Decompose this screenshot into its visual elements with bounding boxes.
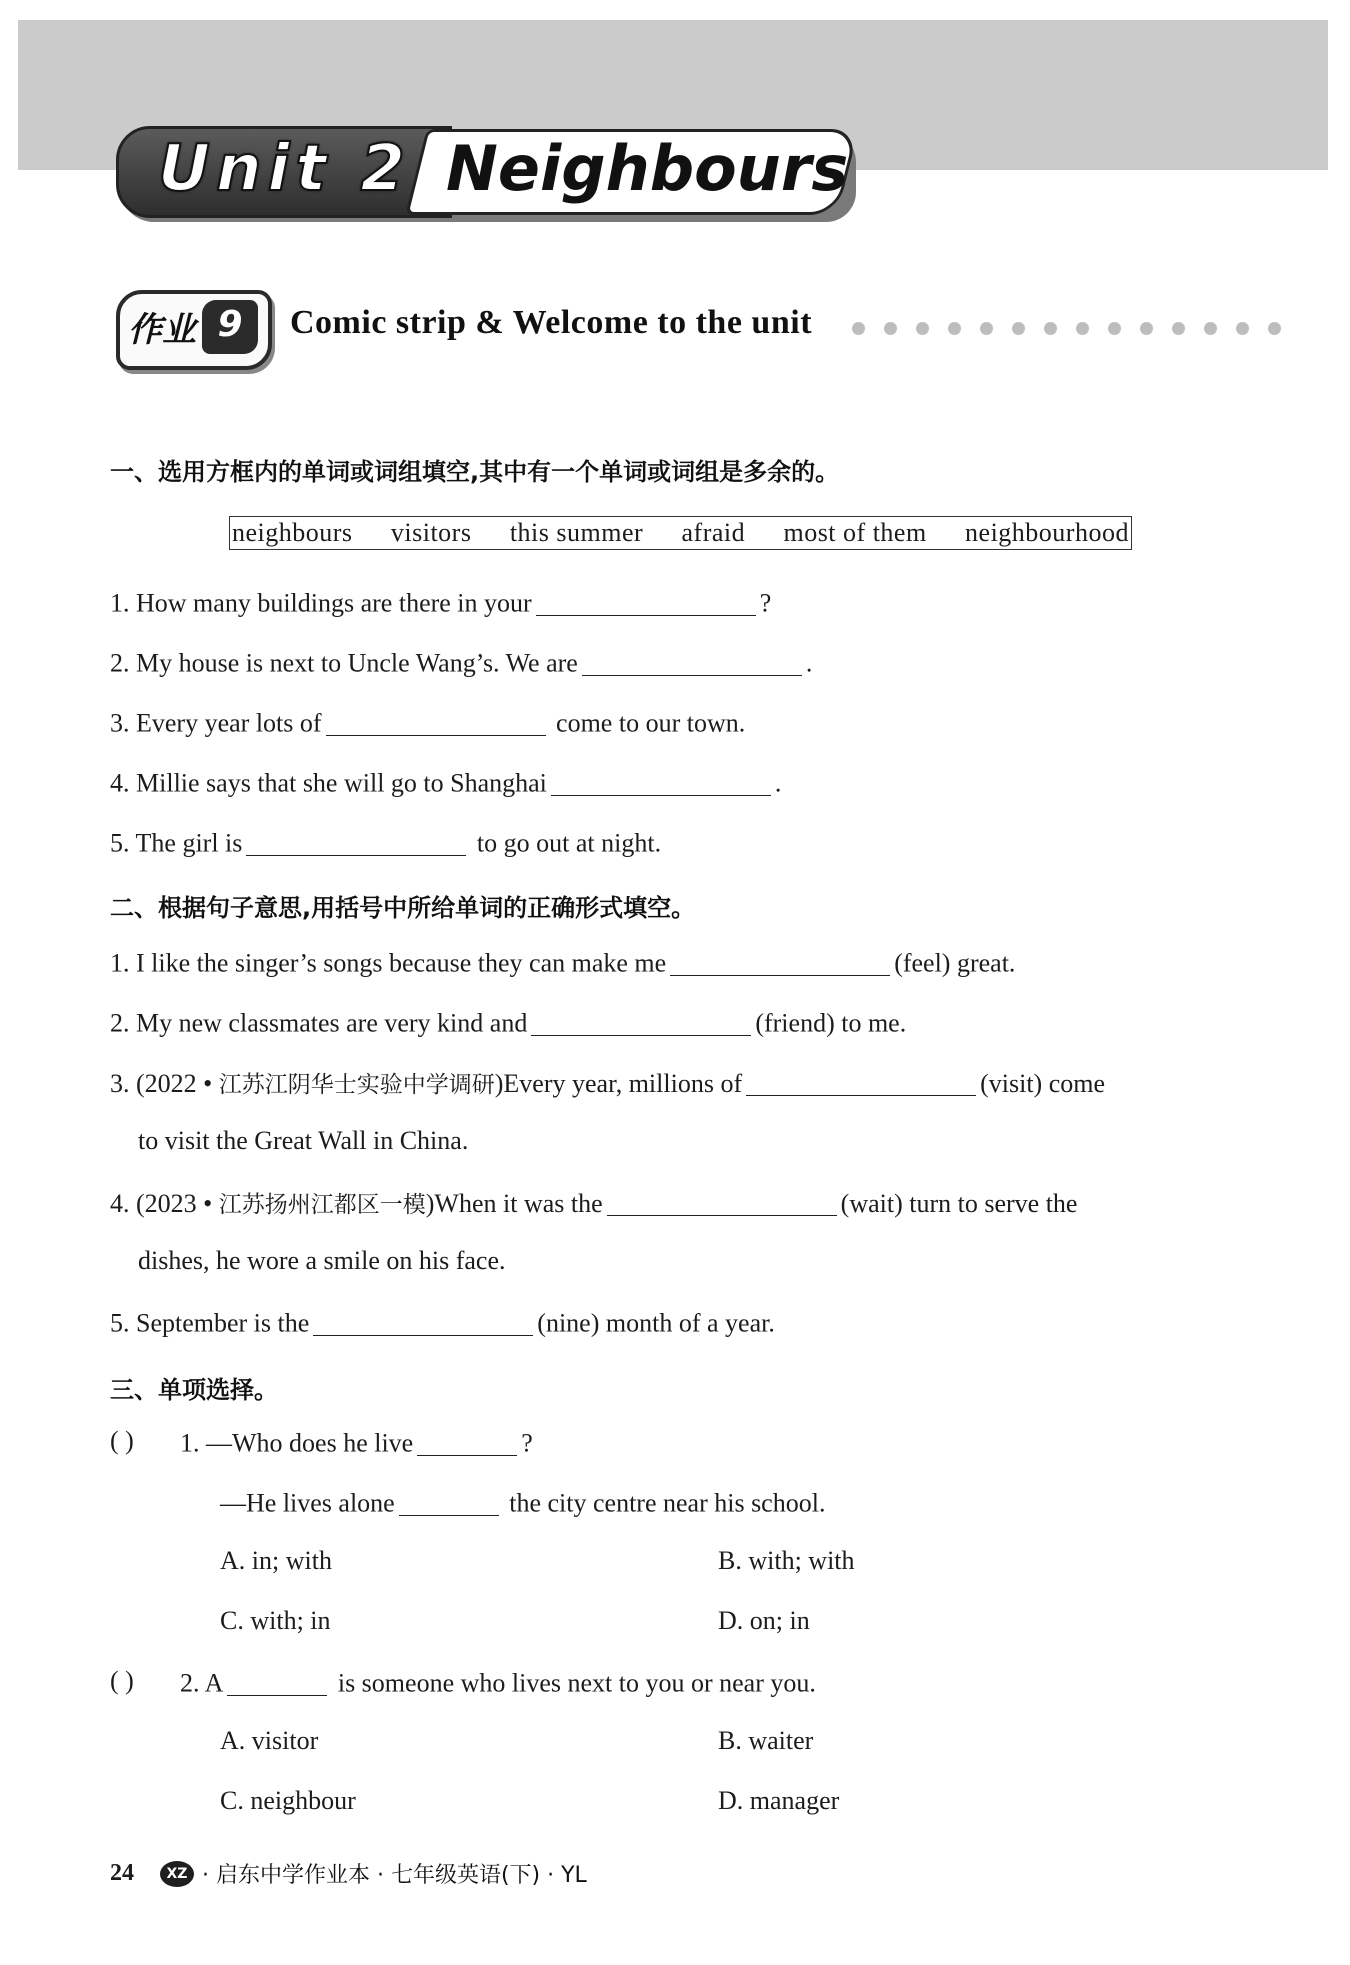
word-box-item: this summer — [509, 518, 644, 547]
homework-badge — [116, 290, 268, 366]
answer-blank[interactable] — [670, 946, 890, 976]
word-box-item: afraid — [681, 518, 746, 547]
s2-question-1: 1. I like the singer’s songs because they can make me (feel) great. — [110, 946, 1015, 979]
s3-q1-option-a[interactable]: A. in; with — [220, 1546, 332, 1575]
s2-question-5: 5. September is the (nine) month of a year. — [110, 1306, 775, 1339]
s3-q2-option-c[interactable]: C. neighbour — [220, 1786, 356, 1815]
answer-paren[interactable]: ( ) — [110, 1666, 134, 1695]
s2-question-3: 3. (2022 • 江苏江阴华士实验中学调研)Every year, millions of (visit) come — [110, 1066, 1105, 1099]
source-note: 江苏江阴华士实验中学调研 — [218, 1072, 495, 1098]
s3-q2-option-a[interactable]: A. visitor — [220, 1726, 319, 1755]
word-box-item: neighbourhood — [965, 518, 1129, 547]
answer-blank[interactable] — [746, 1066, 976, 1096]
s3-question-1: 1. —Who does he live ? — [180, 1426, 533, 1459]
source-note: 江苏扬州江都区一模 — [218, 1192, 426, 1218]
s1-question-3: 3. Every year lots of come to our town. — [110, 706, 745, 739]
word-box-item: visitors — [390, 518, 472, 547]
section3-heading: 三、单项选择。 — [110, 1376, 278, 1404]
answer-paren[interactable]: ( ) — [110, 1426, 134, 1455]
footer — [110, 1858, 587, 1889]
dot-divider — [852, 322, 1281, 335]
s1-question-4: 4. Millie says that she will go to Shanghai . — [110, 766, 781, 799]
answer-blank — [227, 1666, 327, 1696]
s3-q1-option-c[interactable]: C. with; in — [220, 1606, 331, 1635]
answer-blank[interactable] — [313, 1306, 533, 1336]
s3-q1-option-b[interactable]: B. with; with — [718, 1546, 855, 1575]
word-box — [229, 516, 1132, 550]
homework-number: 9 — [217, 304, 243, 345]
s1-question-2: 2. My house is next to Uncle Wang’s. We are . — [110, 646, 812, 679]
s3-question-1-line2: —He lives alone the city centre near his school. — [220, 1486, 825, 1519]
xz-logo-icon: XZ — [160, 1861, 194, 1887]
answer-blank[interactable] — [326, 706, 546, 736]
s3-q2-option-b[interactable]: B. waiter — [718, 1726, 814, 1755]
s3-q1-option-d[interactable]: D. on; in — [718, 1606, 810, 1635]
section1-heading: 一、选用方框内的单词或词组填空,其中有一个单词或词组是多余的。 — [110, 458, 840, 486]
word-box-item: neighbours — [232, 518, 353, 547]
answer-blank[interactable] — [582, 646, 802, 676]
book-title: · 启东中学作业本 · 七年级英语(下) · YL — [202, 1863, 587, 1888]
answer-blank[interactable] — [551, 766, 771, 796]
unit-title: Neighbours — [446, 132, 849, 205]
s2-question-4: 4. (2023 • 江苏扬州江都区一模)When it was the (wait) turn to serve the — [110, 1186, 1077, 1219]
s1-question-1: 1. How many buildings are there in your ? — [110, 586, 771, 619]
unit-label: Unit 2 — [158, 132, 411, 206]
answer-blank — [417, 1426, 517, 1456]
s2-question-2: 2. My new classmates are very kind and (friend) to me. — [110, 1006, 906, 1039]
word-box-item: most of them — [783, 518, 927, 547]
s3-q2-option-d[interactable]: D. manager — [718, 1786, 840, 1815]
s3-question-2: 2. A is someone who lives next to you or near you. — [180, 1666, 816, 1699]
answer-blank — [399, 1486, 499, 1516]
unit-banner — [116, 126, 861, 222]
s2-question-3-cont: to visit the Great Wall in China. — [138, 1126, 469, 1155]
answer-blank[interactable] — [246, 826, 466, 856]
answer-blank[interactable] — [531, 1006, 751, 1036]
lesson-title: Comic strip & Welcome to the unit — [290, 304, 813, 341]
page-number: 24 — [110, 1860, 134, 1886]
answer-blank[interactable] — [607, 1186, 837, 1216]
answer-blank[interactable] — [536, 586, 756, 616]
s2-question-4-cont: dishes, he wore a smile on his face. — [138, 1246, 506, 1275]
homework-label: 作业 — [128, 310, 196, 350]
section2-heading: 二、根据句子意思,用括号中所给单词的正确形式填空。 — [110, 894, 696, 922]
s1-question-5: 5. The girl is to go out at night. — [110, 826, 661, 859]
